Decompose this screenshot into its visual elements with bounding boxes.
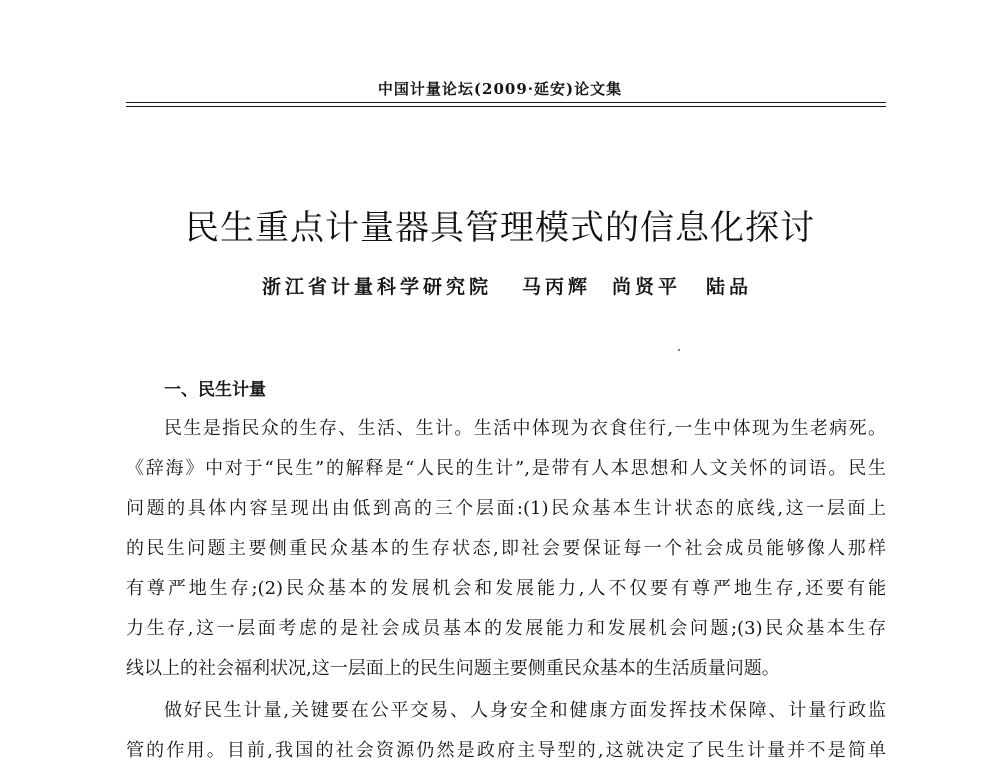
running-header: 中国计量论坛(2009·延安)论文集 <box>377 80 623 98</box>
text-line: 做好民生计量,关键要在公平交易、人身安全和健康方面发挥技术保障、计量行政监 <box>164 700 886 721</box>
paper-title: 民生重点计量器具管理模式的信息化探讨 <box>185 208 815 248</box>
text-line: 线以上的社会福利状况,这一层面上的民生问题主要侧重民众基本的生活质量问题。 <box>126 658 780 679</box>
author-line <box>0 272 1000 298</box>
header-rule-top <box>126 102 886 103</box>
author-name: 尚贤平 <box>612 276 682 298</box>
section-heading: 一、民生计量 <box>164 380 266 400</box>
author-name: 陆品 <box>706 276 753 298</box>
text-line: 的民生问题主要侧重民众基本的生存状态,即社会要保证每一个社会成员能够像人那样 <box>126 538 886 559</box>
text-line: 《辞海》中对于“民生”的解释是“人民的生计”,是带有人本思想和人文关怀的词语。民生 <box>126 458 886 479</box>
text-line: 民生是指民众的生存、生活、生计。生活中体现为衣食住行,一生中体现为生老病死。 <box>164 418 886 439</box>
author-institution: 浙江省计量科学研究院 <box>262 276 493 298</box>
header-rule-bottom <box>126 106 886 107</box>
text-line: 力生存,这一层面考虑的是社会成员基本的发展能力和发展机会问题;(3)民众基本生存 <box>126 618 886 639</box>
author-name: 马丙辉 <box>522 276 592 298</box>
scan-speck <box>678 349 680 351</box>
text-line: 管的作用。目前,我国的社会资源仍然是政府主导型的,这就决定了民生计量并不是简单 <box>126 740 886 761</box>
text-line: 问题的具体内容呈现出由低到高的三个层面:(1)民众基本生计状态的底线,这一层面上 <box>126 498 886 519</box>
text-line: 有尊严地生存;(2)民众基本的发展机会和发展能力,人不仅要有尊严地生存,还要有能 <box>126 578 886 599</box>
